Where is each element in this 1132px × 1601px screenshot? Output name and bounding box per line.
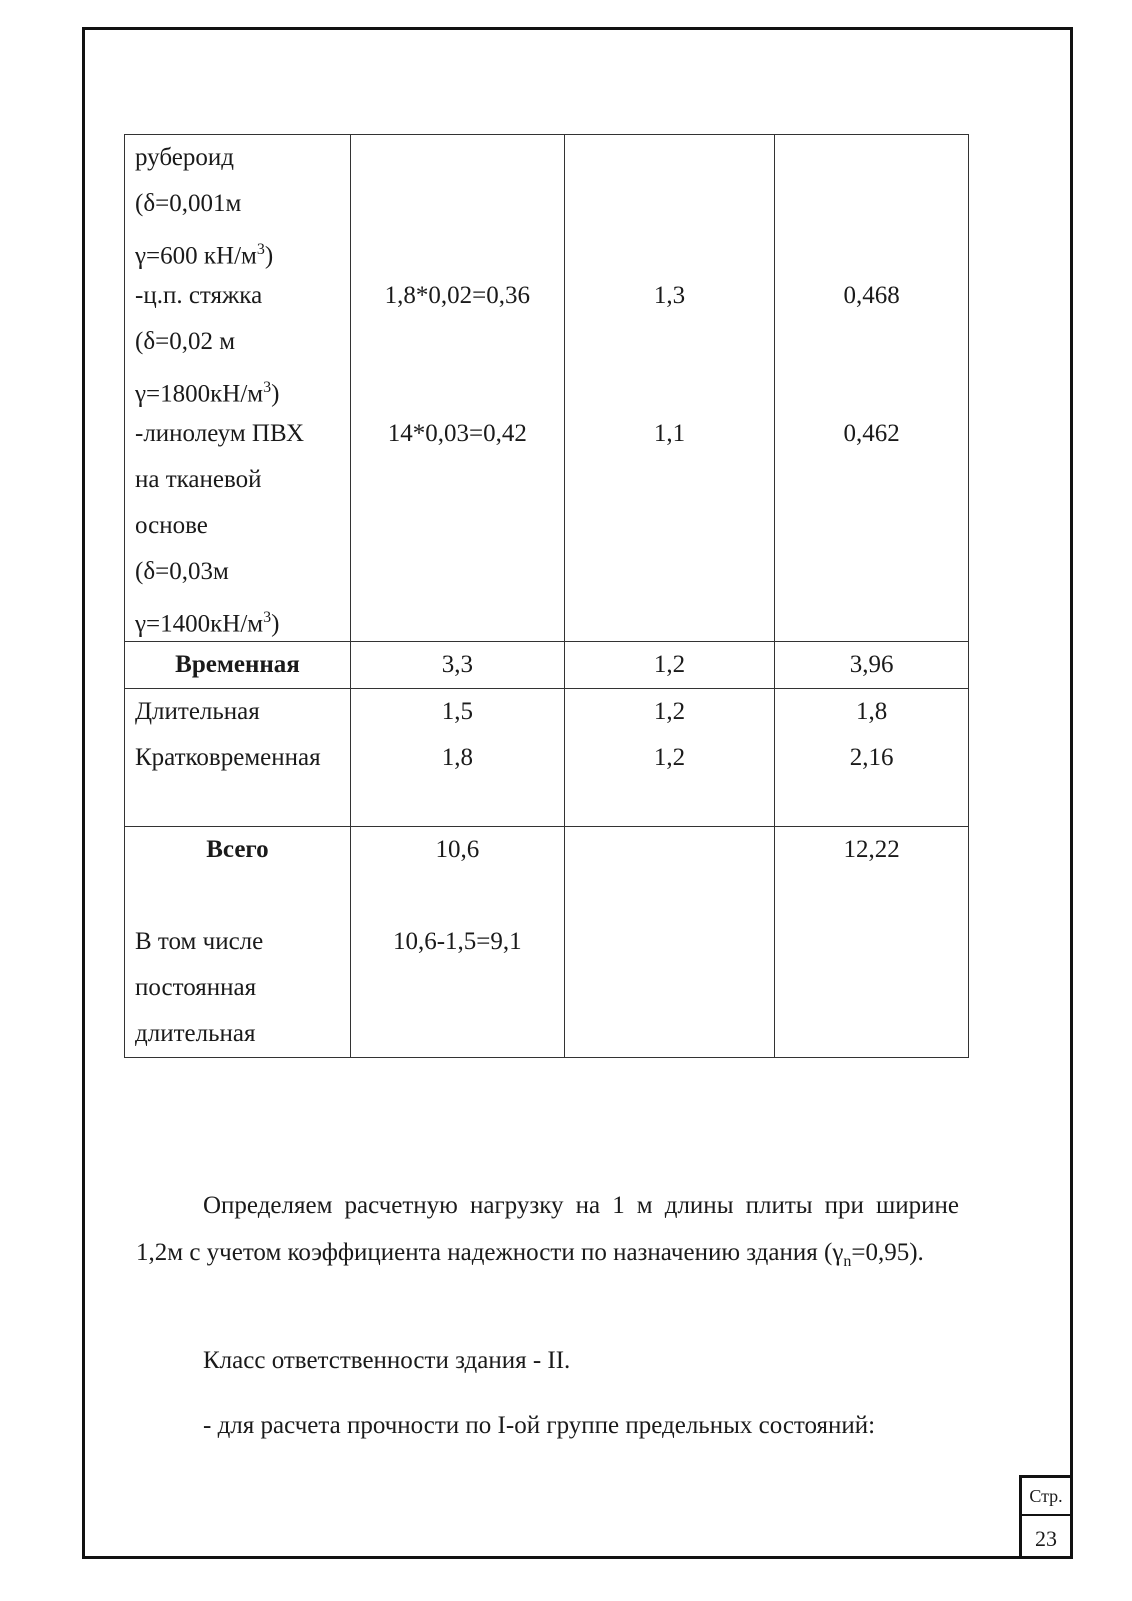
cell-line: γ=600 $кН/м^3$) (135, 241, 274, 270)
cell-line: 1,2 (653, 651, 686, 678)
cell-line: 1,8 (856, 698, 888, 725)
cell-line: -ц.п. стяжка (135, 282, 263, 309)
cell-line: 1,5 (441, 698, 473, 725)
total-label: Всего (206, 836, 269, 863)
cell-line: 1,1 (653, 420, 686, 447)
temporary-label: Временная (175, 651, 300, 678)
factor-cell (564, 689, 775, 827)
cell-line: длительная (135, 1020, 256, 1047)
cell-line: 0,462 (843, 420, 900, 447)
calc-cell (775, 135, 969, 642)
table-row (125, 642, 969, 689)
cell-line: 2,16 (849, 744, 894, 771)
cell-line: $\gamma=1800кН/м^3$) (135, 379, 280, 408)
cell-line: 10,6-1,5=9,1 (392, 928, 522, 955)
cell-line: 14*0,03=0,42 (387, 420, 527, 447)
cell-line: Длительная (135, 698, 260, 725)
cell-line: рубероид (135, 144, 234, 171)
page-stamp (1019, 1475, 1073, 1559)
cell-line: 1,2 (653, 698, 686, 725)
norm-cell (350, 135, 564, 642)
page-label: Стр. (1022, 1478, 1070, 1516)
norm-cell (350, 827, 564, 1058)
cell-line: на тканевой (135, 466, 262, 493)
cell-line: $\gamma=1400кН/м^3$) (135, 609, 280, 638)
cell-line: 0,468 (843, 282, 900, 309)
cell-line: 12,22 (843, 836, 900, 863)
table-row (125, 689, 969, 827)
calc-cell (775, 689, 969, 827)
factor-cell (564, 642, 775, 689)
cell-line: постоянная (135, 974, 257, 1001)
calc-cell (775, 642, 969, 689)
paragraph-strength-group: - для расчета прочности по I-ой группе предельных состояний: (203, 1412, 876, 1439)
cell-line: 1,8*0,02=0,36 (384, 282, 531, 309)
cell-line: 3,96 (849, 651, 894, 678)
calc-cell (775, 827, 969, 1058)
norm-cell (350, 689, 564, 827)
cell-line: В том числе (135, 928, 264, 955)
cell-line: -линолеум ПВХ (135, 420, 305, 447)
layers-cell (125, 689, 351, 827)
cell-line: (δ=0,03м (135, 558, 229, 585)
loads-table (124, 134, 969, 1058)
cell-line: 1,2 (653, 744, 686, 771)
cell-line: 10,6 (435, 836, 480, 863)
cell-line: 1,3 (653, 282, 686, 309)
table-row (125, 827, 969, 1058)
cell-line: (δ=0,02 м (135, 328, 236, 355)
paragraph-design-load: Определяем расчетную нагрузку на 1 м длины плиты при ширине 1,2м с учетом коэффициента надежности по назначению здания $(\gamma_n=0,95)$. (136, 1192, 959, 1270)
paragraph-responsibility-class: Класс ответственности здания - II. (203, 1347, 571, 1374)
page-number: 23 (1035, 1526, 1057, 1551)
layers-cell (125, 135, 351, 642)
layers-cell (125, 827, 351, 1058)
cell-line: 1,8 (441, 744, 473, 771)
cell-line: 3,3 (441, 651, 473, 678)
norm-cell (350, 642, 564, 689)
factor-cell (564, 135, 775, 642)
factor-cell (564, 827, 775, 1058)
cell-line: (δ=0,001м (135, 190, 242, 217)
cell-line: Кратковременная (135, 744, 321, 771)
table-row (125, 135, 969, 642)
cell-line: основе (135, 512, 208, 539)
layers-cell (125, 642, 351, 689)
